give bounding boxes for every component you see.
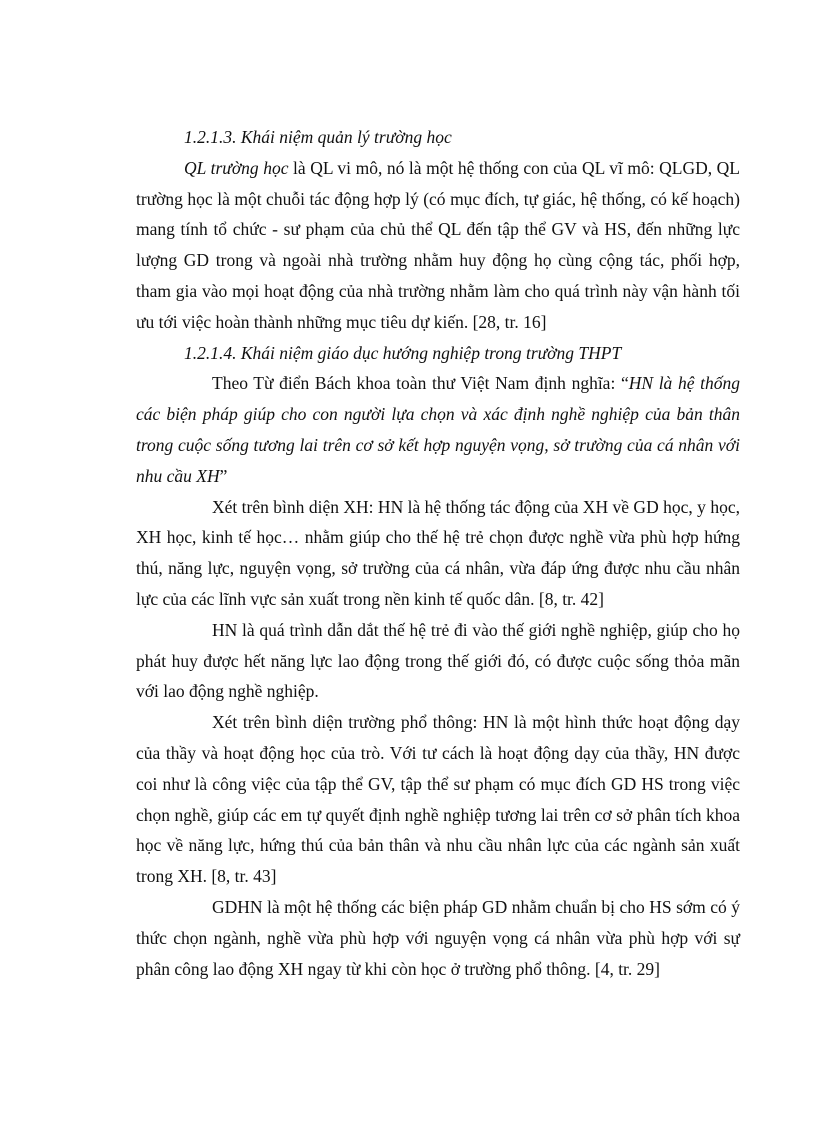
paragraph-encyclopedia-definition: [136, 368, 740, 491]
quote-text: HN là hệ thống các biện pháp giúp cho con người lựa chọn và xác định nghề nghiệp của bản thân trong cuộc sống tương lai trên cơ sở kết hợp nguyện vọng, sở trường của cá nhân với nhu cầu XH: [136, 373, 740, 486]
section-heading-1-2-1-3: 1.2.1.3. Khái niệm quản lý trường học: [184, 127, 452, 147]
paragraph-text: là QL vi mô, nó là một hệ thống con của QL vĩ mô: QLGD, QL trường học là một chuỗi tác động hợp lý (có mục đích, tự giác, hệ thống, có kế hoạch) mang tính tổ chức - sư phạm của chủ thể QL đến tập thể GV và HS, đến những lực lượng GD trong và ngoài nhà trường nhằm huy động họ cùng cộng tác, phối hợp, tham gia vào mọi hoạt động của nhà trường nhằm làm cho quá trình này vận hành tối ưu tới việc hoàn thành những mục tiêu dự kiến. [28, tr. 16]: [136, 157, 740, 332]
quote-end: ”: [219, 465, 228, 486]
document-page: [136, 122, 740, 984]
paragraph-school-management: [136, 153, 740, 338]
quote-lead: Theo Từ điển Bách khoa toàn thư Việt Nam định nghĩa: “: [212, 373, 629, 394]
paragraph-career-guidance-process: HN là quá trình dẫn dắt thế hệ trẻ đi vào thế giới nghề nghiệp, giúp cho họ phát huy được hết năng lực lao động trong thế giới đó, có được cuộc sống thỏa mãn với lao động nghề nghiệp.: [136, 619, 740, 702]
paragraph-social-perspective: Xét trên bình diện XH: HN là hệ thống tác động của XH về GD học, y học, XH học, kinh tế học… nhằm giúp cho thế hệ trẻ chọn được nghề vừa phù hợp hứng thú, năng lực, nguyện vọng, sở trường của cá nhân, vừa đáp ứng được nhu cầu nhân lực của các lĩnh vực sản xuất trong nền kinh tế quốc dân. [8, tr. 42]: [136, 496, 740, 609]
section-heading-1-2-1-4: 1.2.1.4. Khái niệm giáo dục hướng nghiệp trong trường THPT: [184, 342, 622, 363]
term-school-management: QL trường học: [184, 157, 289, 178]
paragraph-school-perspective: Xét trên bình diện trường phổ thông: HN là một hình thức hoạt động dạy của thầy và hoạt động học của trò. Với tư cách là hoạt động dạy của thầy, HN được coi như là công việc của tập thể GV, tập thể sư phạm có mục đích GD HS trong việc chọn nghề, giúp các em tự quyết định nghề nghiệp tương lai trên cơ sở phân tích khoa học về năng lực, hứng thú của bản thân và nhu cầu nhân lực của các ngành sản xuất trong XH. [8, tr. 43]: [136, 712, 740, 887]
paragraph-gdhn-definition: GDHN là một hệ thống các biện pháp GD nhằm chuẩn bị cho HS sớm có ý thức chọn ngành, nghề vừa phù hợp với nguyện vọng cá nhân vừa phù hợp với sự phân công lao động XH ngay từ khi còn học ở trường phổ thông. [4, tr. 29]: [136, 896, 740, 979]
